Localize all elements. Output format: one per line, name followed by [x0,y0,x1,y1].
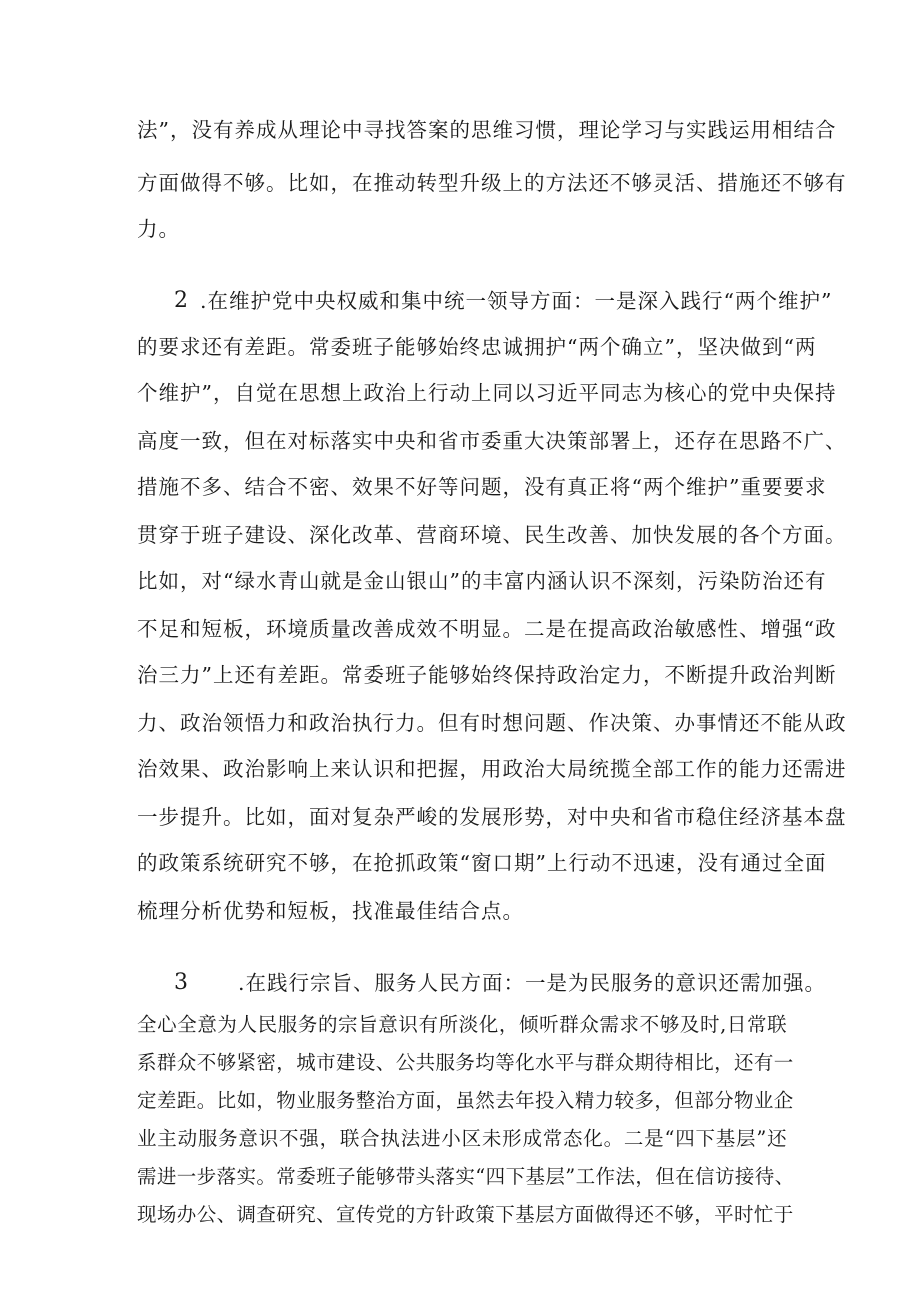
paragraph-line: 方面做得不够。比如，在推动转型升级上的方法还不够灵活、措施还不够有 [137,171,847,195]
paragraph-line: 措施不多、结合不密、效果不好等问题，没有真正将“两个维护”重要要求 [137,475,827,499]
paragraph-line: 个维护”，自觉在思想上政治上行动上同以习近平同志为核心的党中央保持 [137,381,837,405]
section-number: 2 [174,288,188,313]
paragraph-line: 全心全意为人民服务的宗旨意识有所淡化，倾听群众需求不够及时,日常联 [137,1013,787,1036]
paragraph-line: 治效果、政治影响上来认识和把握，用政治大局统揽全部工作的能力还需进 [137,757,847,781]
paragraph-line: 需进一步落实。常委班子能够带头落实“四下基层”工作法，但在信访接待、 [137,1165,795,1188]
paragraph-line: 梳理分析优势和短板，找准最佳结合点。 [137,899,524,923]
paragraph-line: 治三力”上还有差距。常委班子能够始终保持政治定力，不断提升政治判断 [137,663,837,687]
section-number: 3 [174,970,188,995]
paragraph-line: 不足和短板，环境质量改善成效不明显。二是在提高政治敏感性、增强“政 [137,617,837,641]
paragraph-line: 业主动服务意识不强，联合执法进小区未形成常态化。二是“四下基层”还 [137,1127,787,1150]
paragraph-line: 比如，对“绿水青山就是金山银山”的丰富内涵认识不深刻，污染防治还有 [137,569,827,593]
paragraph-line: 力。 [137,217,180,241]
section-heading: .在践行宗旨、服务人民方面：一是为民服务的意识还需加强。 [238,971,827,995]
paragraph-line: 法”，没有养成从理论中寻找答案的思维习惯，理论学习与实践运用相结合 [137,118,837,142]
paragraph-line: 定差距。比如，物业服务整治方面，虽然去年投入精力较多，但部分物业企 [137,1089,794,1112]
paragraph-line: 现场办公、调查研究、宣传党的方针政策下基层方面做得还不够，平时忙于 [137,1203,794,1226]
paragraph-line: 力、政治领悟力和政治执行力。但有时想问题、作决策、办事情还不能从政 [137,711,847,735]
paragraph-line: 的政策系统研究不够，在抢抓政策“窗口期”上行动不迅速，没有通过全面 [137,851,827,875]
paragraph-line: 高度一致，但在对标落实中央和省市委重大决策部署上，还存在思路不广、 [137,429,847,453]
paragraph-line: 一步提升。比如，面对复杂严峻的发展形势，对中央和省市稳住经济基本盘 [137,805,847,829]
paragraph-line: 贯穿于班子建设、深化改革、营商环境、民生改善、加快发展的各个方面。 [137,523,847,547]
paragraph-line: 的要求还有差距。常委班子能够始终忠诚拥护“两个确立”，坚决做到“两 [137,335,817,359]
section-heading: .在维护党中央权威和集中统一领导方面：一是深入践行“两个维护” [200,289,833,313]
paragraph-line: 系群众不够紧密，城市建设、公共服务均等化水平与群众期待相比，还有一 [137,1051,794,1074]
